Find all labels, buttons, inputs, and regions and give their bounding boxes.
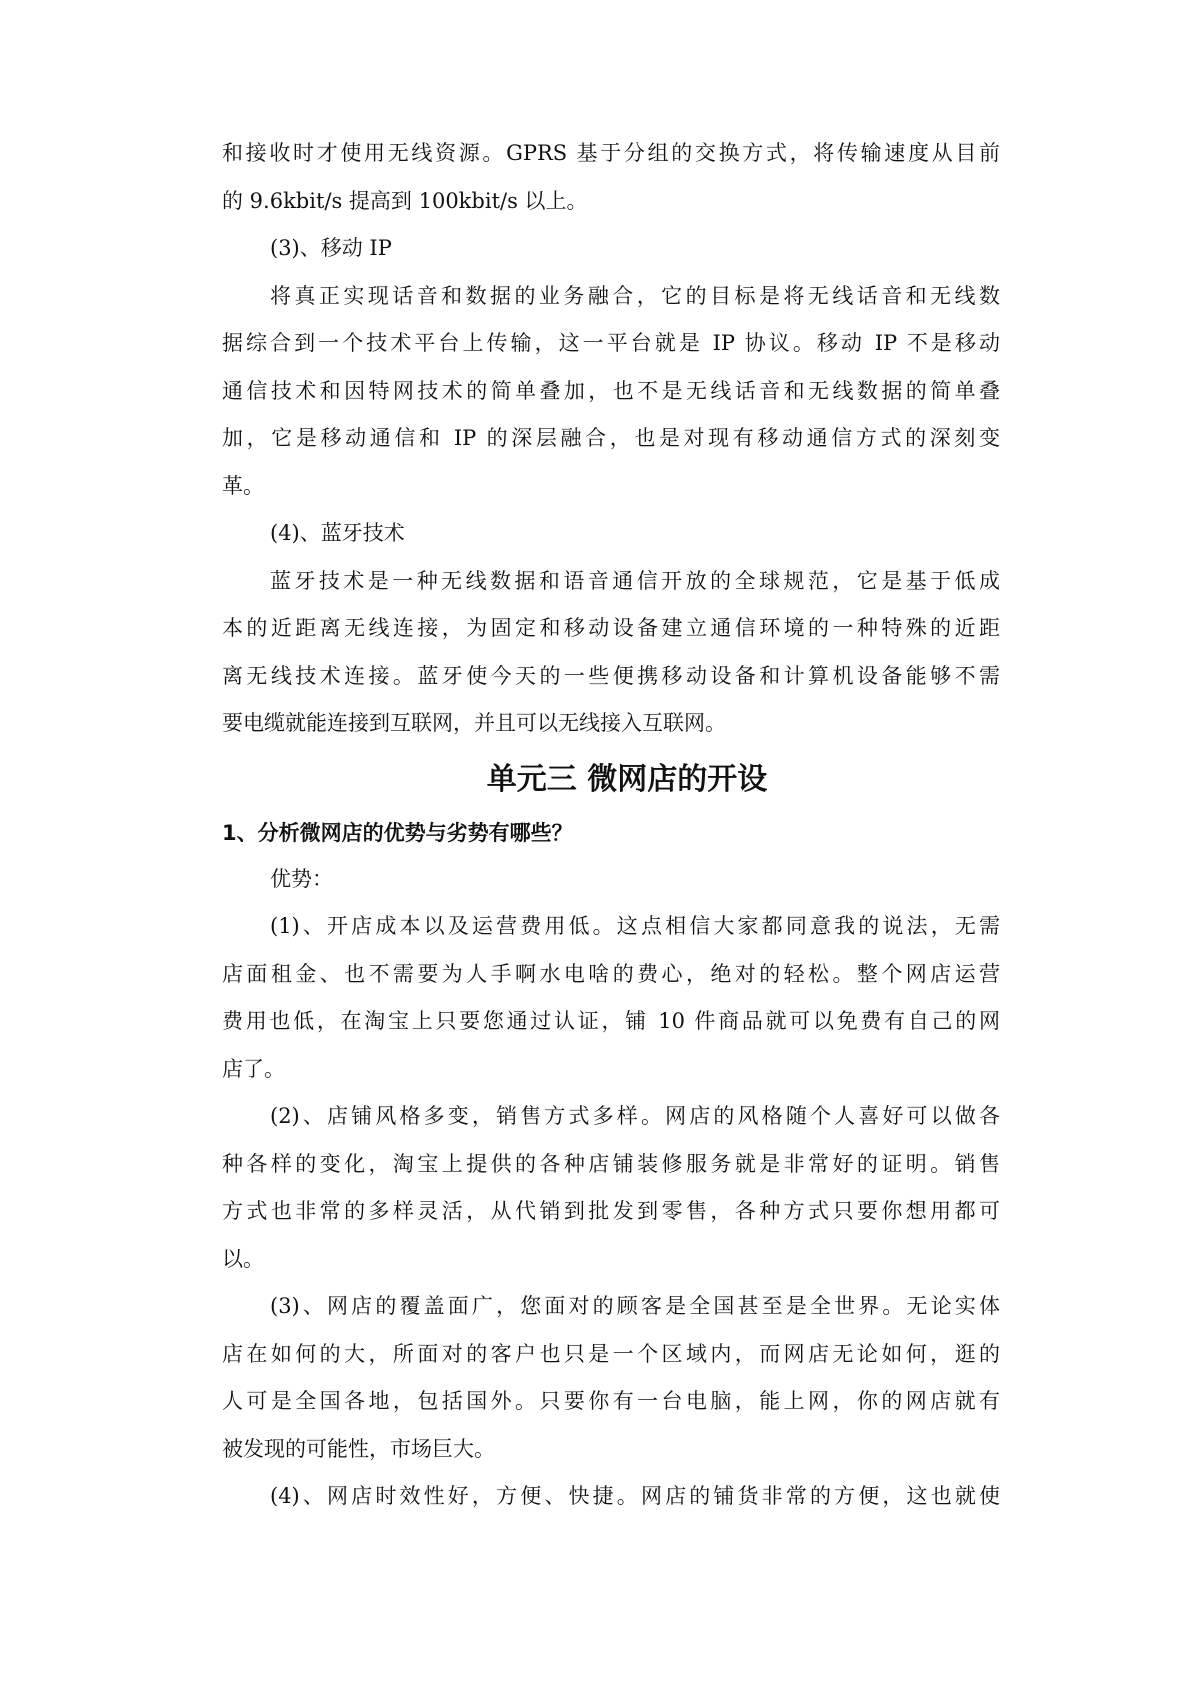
- advantage-item-1: [222, 903, 1000, 1093]
- paragraph-gprs: [222, 130, 1000, 225]
- advantages-label: 优势：: [270, 866, 333, 891]
- text-line: (4)、网店时效性好，方便、快捷。网店的铺货非常的方便，这也就使: [270, 1484, 1000, 1508]
- subheading-mobile-ip: (3)、移动 IP: [270, 236, 392, 260]
- text-line: 以。: [222, 1246, 264, 1271]
- text-line: 将真正实现话音和数据的业务融合，它的目标是将无线话音和无线数: [270, 283, 1000, 308]
- text-line: 通信技术和因特网技术的简单叠加，也不是无线话音和无线数据的简单叠: [222, 378, 1000, 403]
- text-line: 加，它是移动通信和 IP 的深层融合，也是对现有移动通信方式的深刻变: [222, 426, 1000, 450]
- text-line: 费用也低，在淘宝上只要您通过认证，铺 10 件商品就可以免费有自己的网: [222, 1009, 1000, 1033]
- text-line: 种各样的变化，淘宝上提供的各种店铺装修服务就是非常好的证明。销售: [222, 1151, 1000, 1176]
- text-line: 和接收时才使用无线资源。GPRS 基于分组的交换方式，将传输速度从目前: [222, 141, 1000, 165]
- advantage-item-2: [222, 1093, 1000, 1283]
- paragraph-bluetooth: [222, 558, 1000, 748]
- text-line: 被发现的可能性，市场巨大。: [222, 1436, 495, 1461]
- text-line: 店面租金、也不需要为人手啊水电啥的费心，绝对的轻松。整个网店运营: [222, 961, 1000, 986]
- subheading-bluetooth: (4)、蓝牙技术: [270, 521, 405, 545]
- text-line: (2)、店铺风格多变，销售方式多样。网店的风格随个人喜好可以做各: [270, 1104, 1000, 1128]
- text-line: 店在如何的大，所面对的客户也只是一个区域内，而网店无论如何，逛的: [222, 1341, 1000, 1366]
- text-line: 方式也非常的多样灵活，从代销到批发到零售，各种方式只要你想用都可: [222, 1199, 1000, 1223]
- text-line: 的 9.6kbit/s 提高到 100kbit/s 以上。: [222, 188, 588, 213]
- text-line: 蓝牙技术是一种无线数据和语音通信开放的全球规范，它是基于低成: [270, 568, 1000, 593]
- text-line: 革。: [222, 473, 264, 498]
- text-line: 本的近距离无线连接，为固定和移动设备建立通信环境的一种特殊的近距: [222, 616, 1000, 640]
- text-line: 据综合到一个技术平台上传输，这一平台就是 IP 协议。移动 IP 不是移动: [222, 331, 1000, 355]
- advantage-item-4: [222, 1473, 1000, 1521]
- question-heading: 1、分析微网店的优势与劣势有哪些？: [222, 820, 573, 845]
- text-line: 人可是全国各地，包括国外。只要你有一台电脑，能上网，你的网店就有: [222, 1389, 1000, 1413]
- text-line: (3)、网店的覆盖面广，您面对的顾客是全国甚至是全世界。无论实体: [270, 1294, 1000, 1318]
- advantage-item-3: [222, 1283, 1000, 1473]
- text-line: (1)、开店成本以及运营费用低。这点相信大家都同意我的说法，无需: [270, 914, 1000, 938]
- paragraph-mobile-ip: [222, 273, 1000, 511]
- text-line: 店了。: [222, 1056, 285, 1081]
- document-page: [222, 130, 1000, 1521]
- text-line: 离无线技术连接。蓝牙使今天的一些便携移动设备和计算机设备能够不需: [222, 663, 1000, 688]
- unit-title: 单元三 微网店的开设: [486, 761, 768, 797]
- text-line: 要电缆就能连接到互联网，并且可以无线接入互联网。: [222, 711, 726, 735]
